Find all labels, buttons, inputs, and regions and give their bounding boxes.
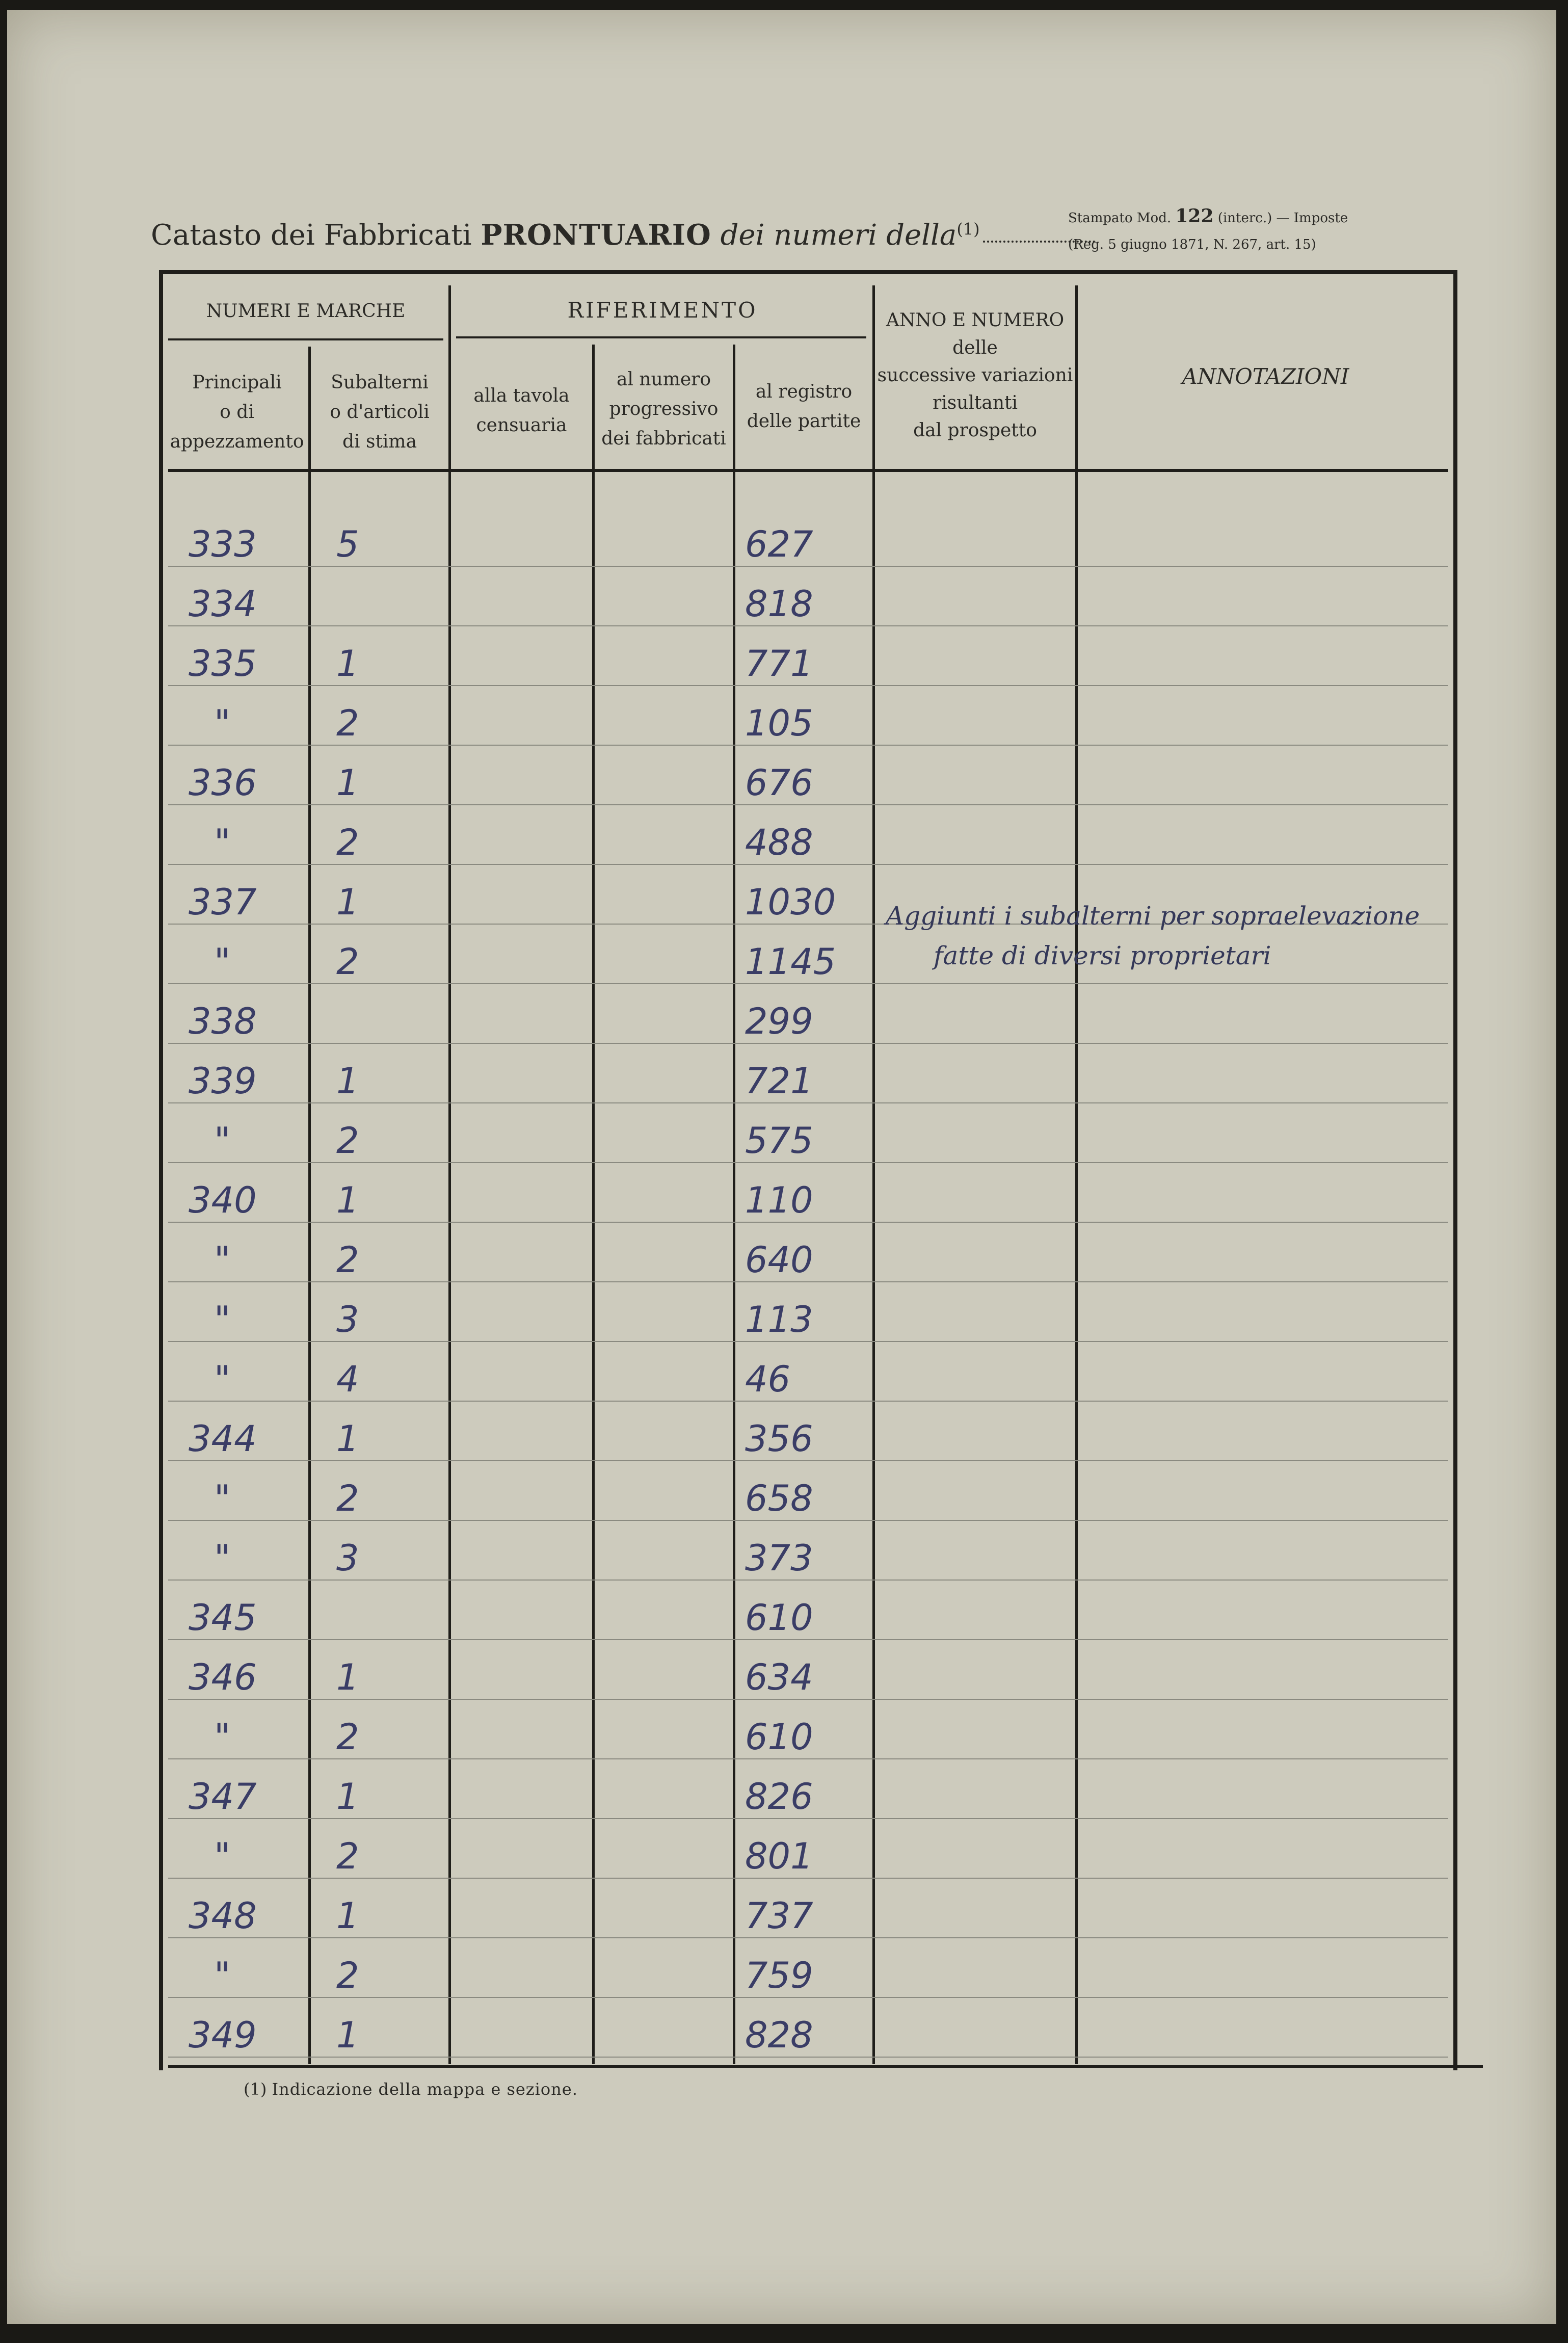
cell-subalterno: 2 [336,1239,359,1281]
header-bottom-rule [168,469,1448,472]
row-rule [168,1699,1448,1700]
row-rule [168,1520,1448,1521]
cell-registro: 110 [745,1179,813,1221]
cell-registro: 46 [745,1358,791,1400]
cell-principale: 347 [189,1776,257,1818]
row-rule [168,1102,1448,1103]
cell-principale: 339 [189,1060,257,1102]
cell-subalterno: 1 [336,2014,359,2056]
cell-registro: 828 [745,2014,813,2056]
cell-principale: " [214,1358,231,1400]
form-title [151,218,1095,252]
cell-registro: 610 [745,1716,813,1758]
cell-principale: 333 [189,523,257,565]
row-rule [168,1758,1448,1759]
group1-underline [168,338,443,340]
row-rule [168,625,1448,626]
table-bottom-rule [168,2065,1483,2068]
header-variazioni: ANNO E NUMERO delle successive variazioni risultanti dal prospetto [877,310,1073,441]
footnote-ref: (1) [244,2079,267,2099]
table-left-border [159,270,163,2070]
annotation-line-1: Aggiunti i subalterni per sopraelevazione [886,901,1420,931]
print-stamp [1068,203,1348,258]
cell-registro: 759 [745,1955,813,1996]
stamp-imposte: (interc.) — Imposte [1217,210,1348,226]
cell-principale: 338 [189,1001,257,1042]
cell-subalterno: 2 [336,1478,359,1519]
header-numeri-marche: NUMERI E MARCHE [206,301,406,322]
row-rule [168,566,1448,567]
cell-principale: " [214,1835,231,1877]
title-subtitle: dei numeri della [720,219,957,252]
title-prefix: Catasto dei Fabbricati [151,219,472,252]
title-main: PRONTUARIO [481,218,711,252]
cell-registro: 105 [745,702,813,744]
footnote [244,2079,578,2099]
cell-registro: 801 [745,1835,813,1877]
cell-principale: " [214,1120,231,1162]
cell-principale: " [214,702,231,744]
cell-registro: 721 [745,1060,813,1102]
cell-subalterno: 1 [336,881,359,923]
col-sep-1 [308,347,311,2064]
cell-subalterno: 4 [336,1358,359,1400]
stamp-label: Stampato Mod. [1068,210,1172,226]
row-rule [168,1341,1448,1342]
cell-registro: 658 [745,1478,813,1519]
cell-subalterno: 1 [336,1179,359,1221]
cell-registro: 299 [745,1001,813,1042]
cell-principale: 334 [189,583,257,625]
header-progressivo: al numero progressivo dei fabbricati [601,369,726,449]
cell-principale: 336 [189,762,257,804]
cell-registro: 1030 [745,881,836,923]
row-rule [168,864,1448,865]
cell-principale: " [214,822,231,863]
row-rule [168,1162,1448,1163]
col-sep-5 [872,285,875,2064]
cell-registro: 356 [745,1418,813,1460]
cell-registro: 771 [745,643,813,685]
col-sep-2 [448,285,451,2064]
cell-registro: 676 [745,762,813,804]
annotation-line-2: fatte di diversi proprietari [934,941,1271,970]
cell-subalterno: 2 [336,1120,359,1162]
cell-subalterno: 3 [336,1537,359,1579]
cell-registro: 627 [745,523,813,565]
stamp-model: 122 [1175,205,1214,227]
cell-subalterno: 1 [336,762,359,804]
row-rule [168,1222,1448,1223]
cell-subalterno: 5 [336,523,359,565]
cell-subalterno: 2 [336,1835,359,1877]
row-rule [168,2057,1448,2058]
cell-principale: " [214,1537,231,1579]
table-top-border [159,270,1457,274]
col-sep-3 [592,345,595,2064]
row-rule [168,1460,1448,1461]
header-tavola: alla tavola censuaria [473,385,570,436]
cell-principale: " [214,1239,231,1281]
cell-registro: 575 [745,1120,813,1162]
cell-registro: 826 [745,1776,813,1818]
cell-subalterno: 2 [336,1716,359,1758]
cell-registro: 634 [745,1656,813,1698]
header-registro: al registro delle partite [747,381,861,432]
cell-subalterno: 1 [336,1656,359,1698]
cell-registro: 610 [745,1597,813,1639]
cell-principale: 346 [189,1656,257,1698]
col-sep-6 [1075,285,1078,2064]
cell-principale: " [214,1716,231,1758]
header-principali: Principali o di appezzamento [170,372,304,452]
cell-principale: " [214,1478,231,1519]
row-rule [168,1818,1448,1819]
stamp-regulation: (Reg. 5 giugno 1871, N. 267, art. 15) [1068,237,1316,252]
header-subalterni: Subalterni o d'articoli di stima [330,372,430,452]
col-sep-4 [733,345,735,2064]
cell-principale: 340 [189,1179,257,1221]
row-rule [168,1401,1448,1402]
cell-principale: 348 [189,1895,257,1937]
cell-registro: 1145 [745,941,836,983]
footnote-text: Indicazione della mappa e sezione. [272,2079,578,2099]
row-rule [168,1639,1448,1640]
cell-principale: 335 [189,643,257,685]
cell-subalterno: 1 [336,1895,359,1937]
row-rule [168,745,1448,746]
row-rule [168,1281,1448,1282]
cell-principale: " [214,1955,231,1996]
cell-subalterno: 2 [336,702,359,744]
cell-registro: 818 [745,583,813,625]
row-rule [168,1043,1448,1044]
cell-subalterno: 1 [336,1418,359,1460]
cell-principale: " [214,1299,231,1340]
row-rule [168,1937,1448,1938]
title-note-ref: (1) [956,219,980,239]
header-riferimento: RIFERIMENTO [567,298,758,323]
cell-registro: 488 [745,822,813,863]
row-rule [168,1579,1448,1581]
row-rule [168,983,1448,984]
cell-subalterno: 2 [336,941,359,983]
cell-registro: 113 [745,1299,813,1340]
cell-principale: 337 [189,881,257,923]
cell-registro: 373 [745,1537,813,1579]
cell-principale: 345 [189,1597,257,1639]
row-rule [168,1878,1448,1879]
cell-subalterno: 1 [336,643,359,685]
cell-subalterno: 2 [336,1955,359,1996]
cell-subalterno: 2 [336,822,359,863]
cell-subalterno: 1 [336,1060,359,1102]
row-rule [168,804,1448,805]
cell-registro: 737 [745,1895,813,1937]
group2-underline [456,336,866,338]
row-rule [168,685,1448,686]
cell-subalterno: 3 [336,1299,359,1340]
cell-subalterno: 1 [336,1776,359,1818]
table-right-border [1453,270,1457,2070]
cell-registro: 640 [745,1239,813,1281]
row-rule [168,1997,1448,1998]
cell-principale: " [214,941,231,983]
header-annotazioni: ANNOTAZIONI [1182,364,1349,389]
cell-principale: 349 [189,2014,257,2056]
cell-principale: 344 [189,1418,257,1460]
